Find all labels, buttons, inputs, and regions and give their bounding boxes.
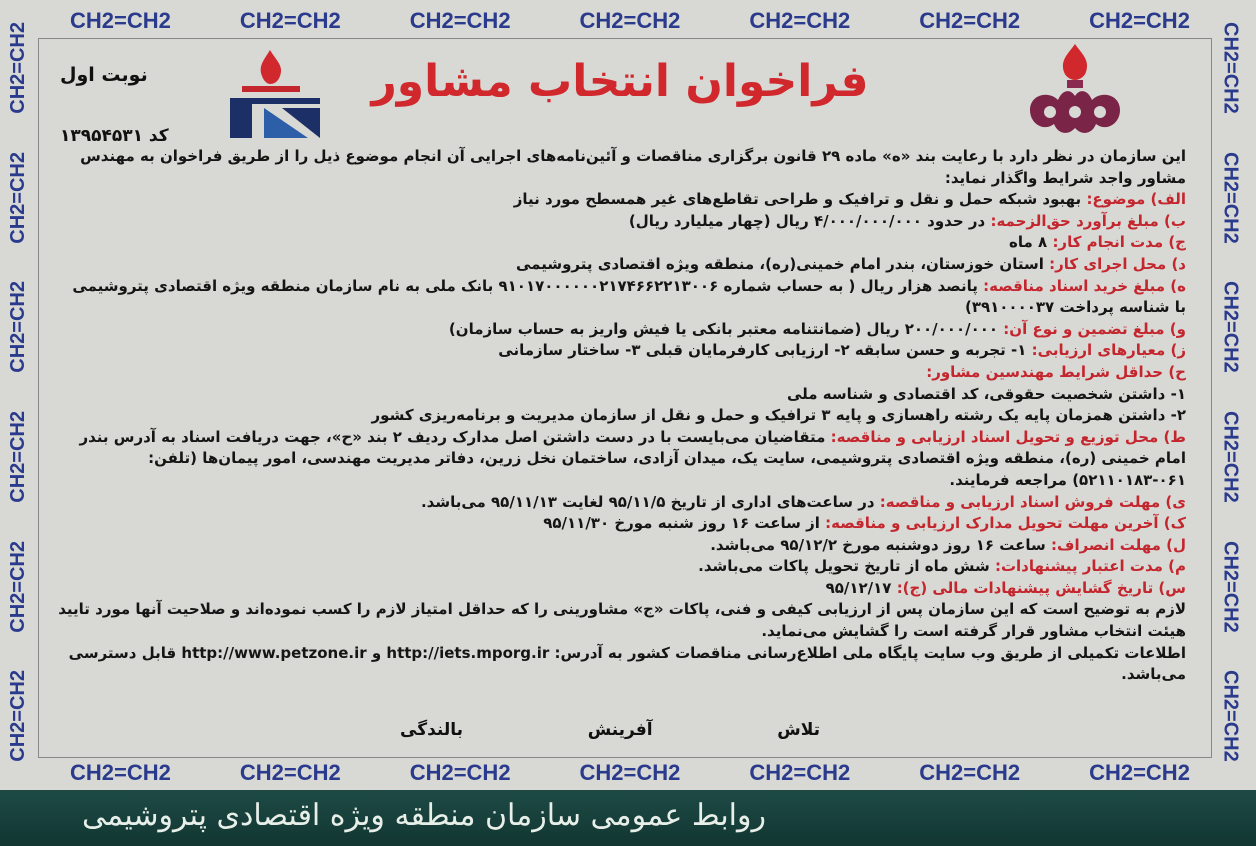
- info-paragraph: اطلاعات تکمیلی از طریق وب سایت پایگاه ملی اطلاع‌رسانی مناقصات کشور به آدرس: http://iets.mporg.ir و http://www.petzone.ir قابل دسترسی می‌باشد.: [68, 643, 1186, 684]
- border-label: CH2=CH2: [919, 8, 1021, 33]
- list-item: [56, 362, 1186, 384]
- top-border: [70, 8, 1190, 34]
- border-label: CH2=CH2: [1219, 410, 1242, 503]
- border-label: CH2=CH2: [579, 8, 681, 33]
- border-label: CH2=CH2: [239, 8, 341, 33]
- list-item: [56, 405, 1186, 427]
- item-label: ی) مهلت فروش اسناد ارزیابی و مناقصه:: [879, 492, 1186, 511]
- border-label: CH2=CH2: [1089, 760, 1190, 785]
- item-text: ۲- داشتن همزمان پایه یک رشته راهسازی و پایه ۳ ترافیک و حمل و نقل از سازمان مدیریت و برنامه‌ریزی کشور: [371, 406, 1186, 425]
- border-label: CH2=CH2: [749, 760, 851, 785]
- border-label: CH2=CH2: [6, 22, 29, 114]
- border-label: CH2=CH2: [409, 760, 511, 785]
- item-text: بهبود شبکه حمل و نقل و ترافیک و طراحی تقاطع‌های غیر همسطح مورد نیاز: [513, 190, 1082, 209]
- border-label: CH2=CH2: [6, 410, 29, 503]
- slogans: [400, 720, 820, 740]
- border-label: CH2=CH2: [6, 540, 29, 633]
- item-label: و) مبلغ تضمین و نوع آن:: [1003, 319, 1186, 338]
- border-label: CH2=CH2: [70, 8, 171, 33]
- list-item: [56, 492, 1186, 514]
- left-border: [0, 22, 36, 762]
- item-label: ز) معیارهای ارزیابی:: [1031, 341, 1186, 360]
- round-label: نوبت اول: [60, 64, 148, 86]
- right-border: [1212, 22, 1248, 762]
- list-item: [56, 276, 1186, 319]
- footer-text: روابط عمومی سازمان منطقه ویژه اقتصادی پتروشیمی: [82, 798, 766, 833]
- intro-paragraph: این سازمان در نظر دارد با رعایت بند «ه» ماده ۲۹ قانون برگزاری مناقصات و آئین‌نامه‌های اجرایی آن انجام موضوع ذیل را از طریق فراخوان به مهندس مشاور واجد شرایط واگذار نماید:: [80, 147, 1186, 187]
- list-item: [56, 578, 1186, 600]
- item-text: ۲۰۰/۰۰۰/۰۰۰ ریال (ضمانتنامه معتبر بانکی یا فیش واریز به حساب سازمان): [448, 319, 999, 338]
- announcement-body: [56, 146, 1186, 686]
- item-label: د) محل اجرای کار:: [1049, 254, 1186, 273]
- list-item: [56, 513, 1186, 535]
- border-label: CH2=CH2: [1219, 22, 1242, 114]
- border-label: CH2=CH2: [749, 8, 851, 33]
- item-label: ه) مبلغ خرید اسناد مناقصه:: [983, 276, 1186, 295]
- petzone-logo-icon: [222, 46, 332, 142]
- border-label: CH2=CH2: [1219, 670, 1242, 762]
- item-text: در حدود ۴/۰۰۰/۰۰۰/۰۰۰ ریال (چهار میلیارد ریال): [628, 211, 986, 230]
- item-label: ک) آخرین مهلت تحویل مدارک ارزیابی و مناقصه:: [825, 514, 1186, 533]
- item-label: ط) محل توزیع و تحویل اسناد ارزیابی و مناقصه:: [830, 427, 1186, 446]
- slogan: تلاش: [777, 720, 820, 740]
- border-label: CH2=CH2: [1089, 8, 1190, 33]
- item-text: ۱- داشتن شخصیت حقوقی، کد اقتصادی و شناسه ملی: [786, 384, 1186, 403]
- border-label: CH2=CH2: [70, 760, 171, 785]
- border-label: CH2=CH2: [579, 760, 681, 785]
- page-title: فراخوان انتخاب مشاور: [371, 56, 869, 107]
- list-item: [56, 319, 1186, 341]
- border-label: CH2=CH2: [239, 760, 341, 785]
- item-text: شش ماه از تاریخ تحویل پاکات می‌باشد.: [698, 557, 990, 576]
- item-label: ج) مدت انجام کار:: [1052, 233, 1186, 252]
- item-label: الف) موضوع:: [1086, 190, 1186, 209]
- border-label: CH2=CH2: [1219, 540, 1242, 633]
- border-label: CH2=CH2: [6, 670, 29, 762]
- item-label: م) مدت اعتبار پیشنهادات:: [994, 557, 1186, 576]
- note-paragraph: لازم به توضیح است که این سازمان پس از ارزیابی کیفی و فنی، پاکات «ج» مشاورینی را که حداقل امتیاز لازم را کسب نموده‌اند و صلاحیت آنها مورد تایید هیئت انتخاب مشاور قرار گرفته است را گشایش می‌نماید.: [58, 600, 1186, 641]
- border-label: CH2=CH2: [919, 760, 1021, 785]
- item-label: ب) مبلغ برآورد حق‌الزحمه:: [990, 211, 1186, 230]
- list-item: [56, 189, 1186, 211]
- item-text: ۸ ماه: [1009, 233, 1048, 252]
- list-item: [56, 340, 1186, 362]
- border-label: CH2=CH2: [6, 151, 29, 244]
- list-item: [56, 211, 1186, 233]
- item-text: استان خوزستان، بندر امام خمینی(ره)، منطقه ویژه اقتصادی پتروشیمی: [515, 254, 1044, 273]
- border-label: CH2=CH2: [1219, 281, 1242, 374]
- list-item: [56, 384, 1186, 406]
- border-label: CH2=CH2: [1219, 151, 1242, 244]
- item-text: ۹۵/۱۲/۱۷: [825, 578, 892, 597]
- tender-code: کد ۱۳۹۵۴۵۳۱: [60, 126, 169, 146]
- list-item: [56, 556, 1186, 578]
- item-label: ل) مهلت انصراف:: [1051, 535, 1186, 554]
- slogan: آفرینش: [587, 720, 653, 740]
- item-text: ساعت ۱۶ روز دوشنبه مورخ ۹۵/۱۲/۲ می‌باشد.: [710, 535, 1046, 554]
- list-item: [56, 535, 1186, 557]
- item-text: ۱- تجربه و حسن سابقه ۲- ارزیابی کارفرمایان قبلی ۳- ساختار سازمانی: [498, 341, 1027, 360]
- bottom-border: [70, 760, 1190, 786]
- oil-ministry-logo-icon: [1020, 40, 1130, 144]
- item-text: پانصد هزار ریال ( به حساب شماره ۹۱۰۱۷۰۰۰۰۰۰۲۱۷۴۶۶۲۲۱۳۰۰۶ بانک ملی به نام سازمان منطقه ویژه اقتصادی پتروشیمی با شناسه پرداخت ۳۹۱۰۰۰۰۳۷): [72, 276, 1186, 317]
- list-item: [56, 427, 1186, 492]
- slogan: بالندگی: [400, 720, 464, 740]
- item-text: در ساعت‌های اداری از تاریخ ۹۵/۱۱/۵ لغایت ۹۵/۱۱/۱۳ می‌باشد.: [420, 492, 875, 511]
- item-label: ح) حداقل شرایط مهندسین مشاور:: [926, 362, 1186, 381]
- item-text: از ساعت ۱۶ روز شنبه مورخ ۹۵/۱۱/۳۰: [543, 514, 820, 533]
- border-label: CH2=CH2: [409, 8, 511, 33]
- border-label: CH2=CH2: [6, 281, 29, 374]
- item-label: س) تاریخ گشایش پیشنهادات مالی (ج):: [896, 578, 1186, 597]
- list-item: [56, 254, 1186, 276]
- item-text: متقاضیان می‌بایست با در دست داشتن اصل مدارک ردیف ۲ بند «ح»، جهت دریافت اسناد به آدرس بندر امام خمینی (ره)، منطقه ویژه اقتصادی پتروشیمی، سایت یک، میدان آزادی، ساختمان نخل زرین، دفاتر مدیریت مهندسی، امور پیمان‌ها (تلفن: ۰۶۱-۵۲۱۱۰۱۸۳) مراجعه فرمایند.: [79, 427, 1186, 489]
- footer-banner: [0, 790, 1256, 846]
- list-item: [56, 232, 1186, 254]
